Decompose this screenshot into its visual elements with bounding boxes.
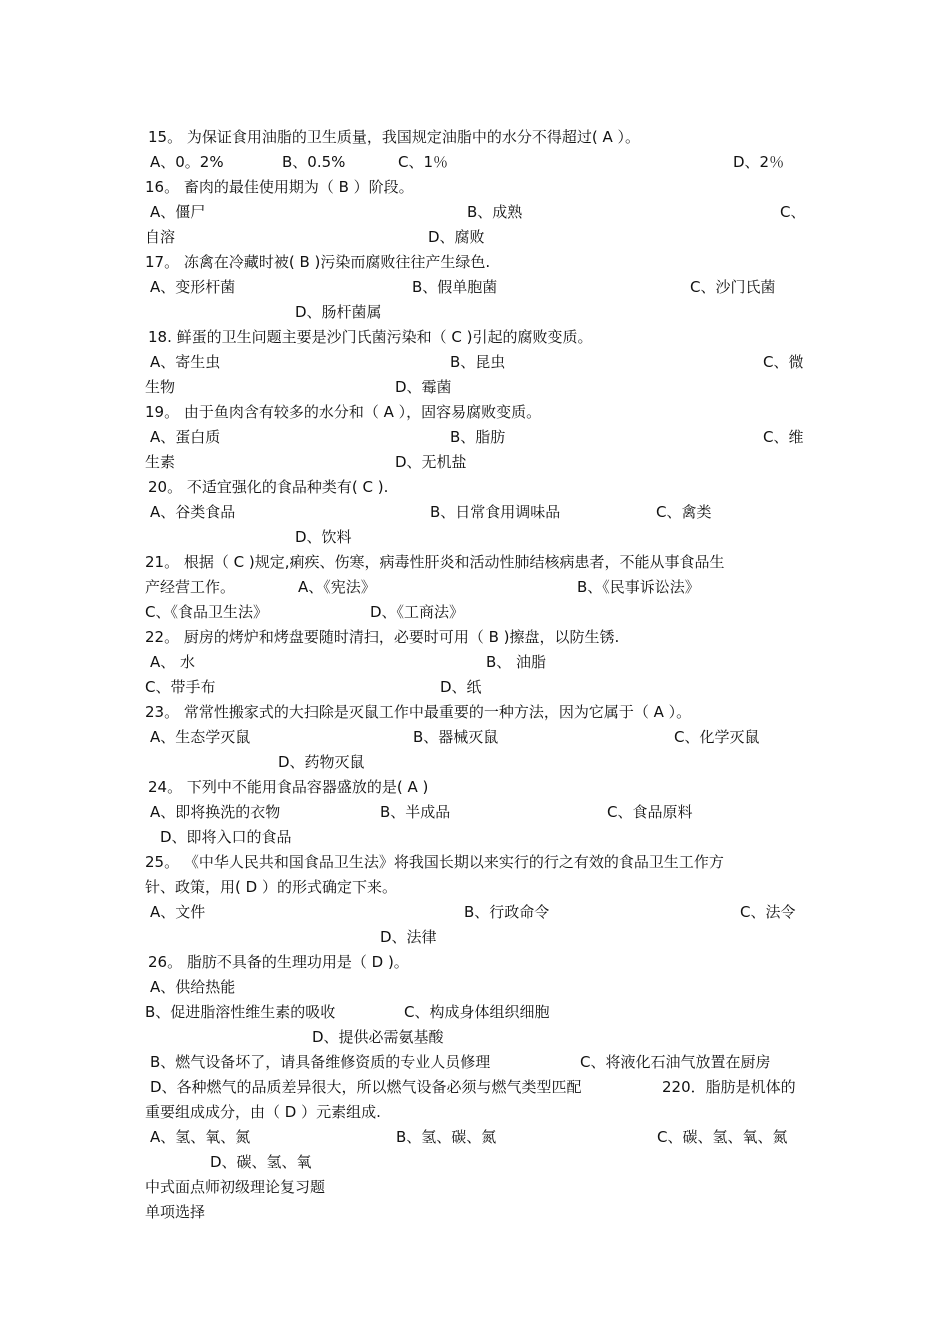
option-b: B、氢、碳、氮 <box>396 1128 497 1146</box>
option-b: B、半成品 <box>380 803 451 821</box>
question-21-continued: 产经营工作。 <box>145 578 236 596</box>
option-a: A、生态学灭鼠 <box>150 728 251 746</box>
option-b: B、成熟 <box>467 203 523 221</box>
question-18: 18. 鲜蛋的卫生问题主要是沙门氏菌污染和（ C )引起的腐败变质。 <box>148 328 593 346</box>
option-d: D、法律 <box>380 928 437 946</box>
option-a: A、 水 <box>150 653 196 671</box>
option-d: D、《工商法》 <box>370 603 465 621</box>
option-c: C、法令 <box>740 903 796 921</box>
question-25-continued: 针、政策，用( D ）的形式确定下来。 <box>145 878 397 896</box>
question-22: 22。 厨房的烤炉和烤盘要随时清扫，必要时可用（ B )擦盘，以防生锈. <box>145 628 620 646</box>
option-b: B、假单胞菌 <box>412 278 498 296</box>
option-c-continued: 生物 <box>145 378 176 396</box>
option-c: C、1％ <box>398 153 449 171</box>
option-d: D、无机盐 <box>395 453 467 471</box>
option-d: D、提供必需氨基酸 <box>312 1028 444 1046</box>
option-c: C、维 <box>763 428 804 446</box>
question-21: 21。 根据（ C )规定,痢疾、伤寒，病毒性肝炎和活动性肺结核病患者，不能从事食品生 <box>145 553 725 571</box>
section-subtitle: 单项选择 <box>145 1203 206 1221</box>
question-17: 17。 冻禽在冷藏时被( B )污染而腐败往往产生绿色. <box>145 253 491 271</box>
option-c: C、食品原料 <box>607 803 693 821</box>
option-d: D、腐败 <box>428 228 485 246</box>
stray-option-d: D、各种燃气的品质差异很大，所以燃气设备必须与燃气类型匹配 <box>150 1078 582 1096</box>
option-c-continued: 自溶 <box>145 228 176 246</box>
option-c: C、带手布 <box>145 678 216 696</box>
option-d: D、霉菌 <box>395 378 452 396</box>
option-a: A、《宪法》 <box>298 578 376 596</box>
option-d: D、肠杆菌属 <box>295 303 382 321</box>
option-b: B、 油脂 <box>486 653 547 671</box>
option-c: C、沙门氏菌 <box>690 278 776 296</box>
option-a: A、变形杆菌 <box>150 278 236 296</box>
option-a: A、氢、氧、氮 <box>150 1128 251 1146</box>
option-c: C、化学灭鼠 <box>674 728 760 746</box>
option-d: D、碳、氢、氧 <box>210 1153 312 1171</box>
option-b: B、日常食用调味品 <box>430 503 561 521</box>
option-a: A、蛋白质 <box>150 428 221 446</box>
question-26: 26。 脂肪不具备的生理功用是（ D )。 <box>148 953 409 971</box>
option-b: B、促进脂溶性维生素的吸收 <box>145 1003 336 1021</box>
option-b: B、昆虫 <box>450 353 506 371</box>
question-16: 16。 畜肉的最佳使用期为（ B ）阶段。 <box>145 178 414 196</box>
stray-option-b: B、燃气设备坏了，请具备维修资质的专业人员修理 <box>150 1053 491 1071</box>
option-d: D、2％ <box>733 153 785 171</box>
option-d: D、药物灭鼠 <box>278 753 365 771</box>
option-b: B、《民事诉讼法》 <box>577 578 700 596</box>
stray-option-c: C、将液化石油气放置在厨房 <box>580 1053 771 1071</box>
option-a: A、僵尸 <box>150 203 206 221</box>
option-c: C、禽类 <box>656 503 712 521</box>
section-title: 中式面点师初级理论复习题 <box>145 1178 326 1196</box>
option-a: A、供给热能 <box>150 978 236 996</box>
option-c: C、《食品卫生法》 <box>145 603 268 621</box>
question-220: 220．脂肪是机体的 <box>662 1078 796 1096</box>
option-d: D、饮料 <box>295 528 352 546</box>
question-220-continued: 重要组成成分，由（ D ）元素组成. <box>145 1103 381 1121</box>
option-a: A、谷类食品 <box>150 503 236 521</box>
option-a: A、即将换洗的衣物 <box>150 803 281 821</box>
question-19: 19。 由于鱼肉含有较多的水分和（ A ），固容易腐败变质。 <box>145 403 542 421</box>
option-c-continued: 生素 <box>145 453 176 471</box>
option-a: A、文件 <box>150 903 206 921</box>
option-b: B、脂肪 <box>450 428 506 446</box>
option-b: B、器械灭鼠 <box>413 728 499 746</box>
option-c: C、构成身体组织细胞 <box>404 1003 550 1021</box>
option-a: A、0。2% <box>150 153 224 171</box>
option-b: B、0.5% <box>282 153 346 171</box>
option-c: C、 <box>780 203 806 221</box>
question-20: 20。 不适宜强化的食品种类有( C ). <box>148 478 389 496</box>
question-24: 24。 下列中不能用食品容器盛放的是( A ) <box>148 778 429 796</box>
question-23: 23。 常常性搬家式的大扫除是灭鼠工作中最重要的一种方法，因为它属于（ A ）。 <box>145 703 692 721</box>
option-b: B、行政命令 <box>464 903 550 921</box>
question-25: 25。 《中华人民共和国食品卫生法》将我国长期以来实行的行之有效的食品卫生工作方 <box>145 853 724 871</box>
option-c: C、碳、氢、氧、氮 <box>657 1128 788 1146</box>
option-d: D、纸 <box>440 678 482 696</box>
option-c: C、微 <box>763 353 804 371</box>
option-d: D、即将入口的食品 <box>160 828 292 846</box>
option-a: A、寄生虫 <box>150 353 221 371</box>
question-15: 15。 为保证食用油脂的卫生质量，我国规定油脂中的水分不得超过( A ）。 <box>148 128 641 146</box>
